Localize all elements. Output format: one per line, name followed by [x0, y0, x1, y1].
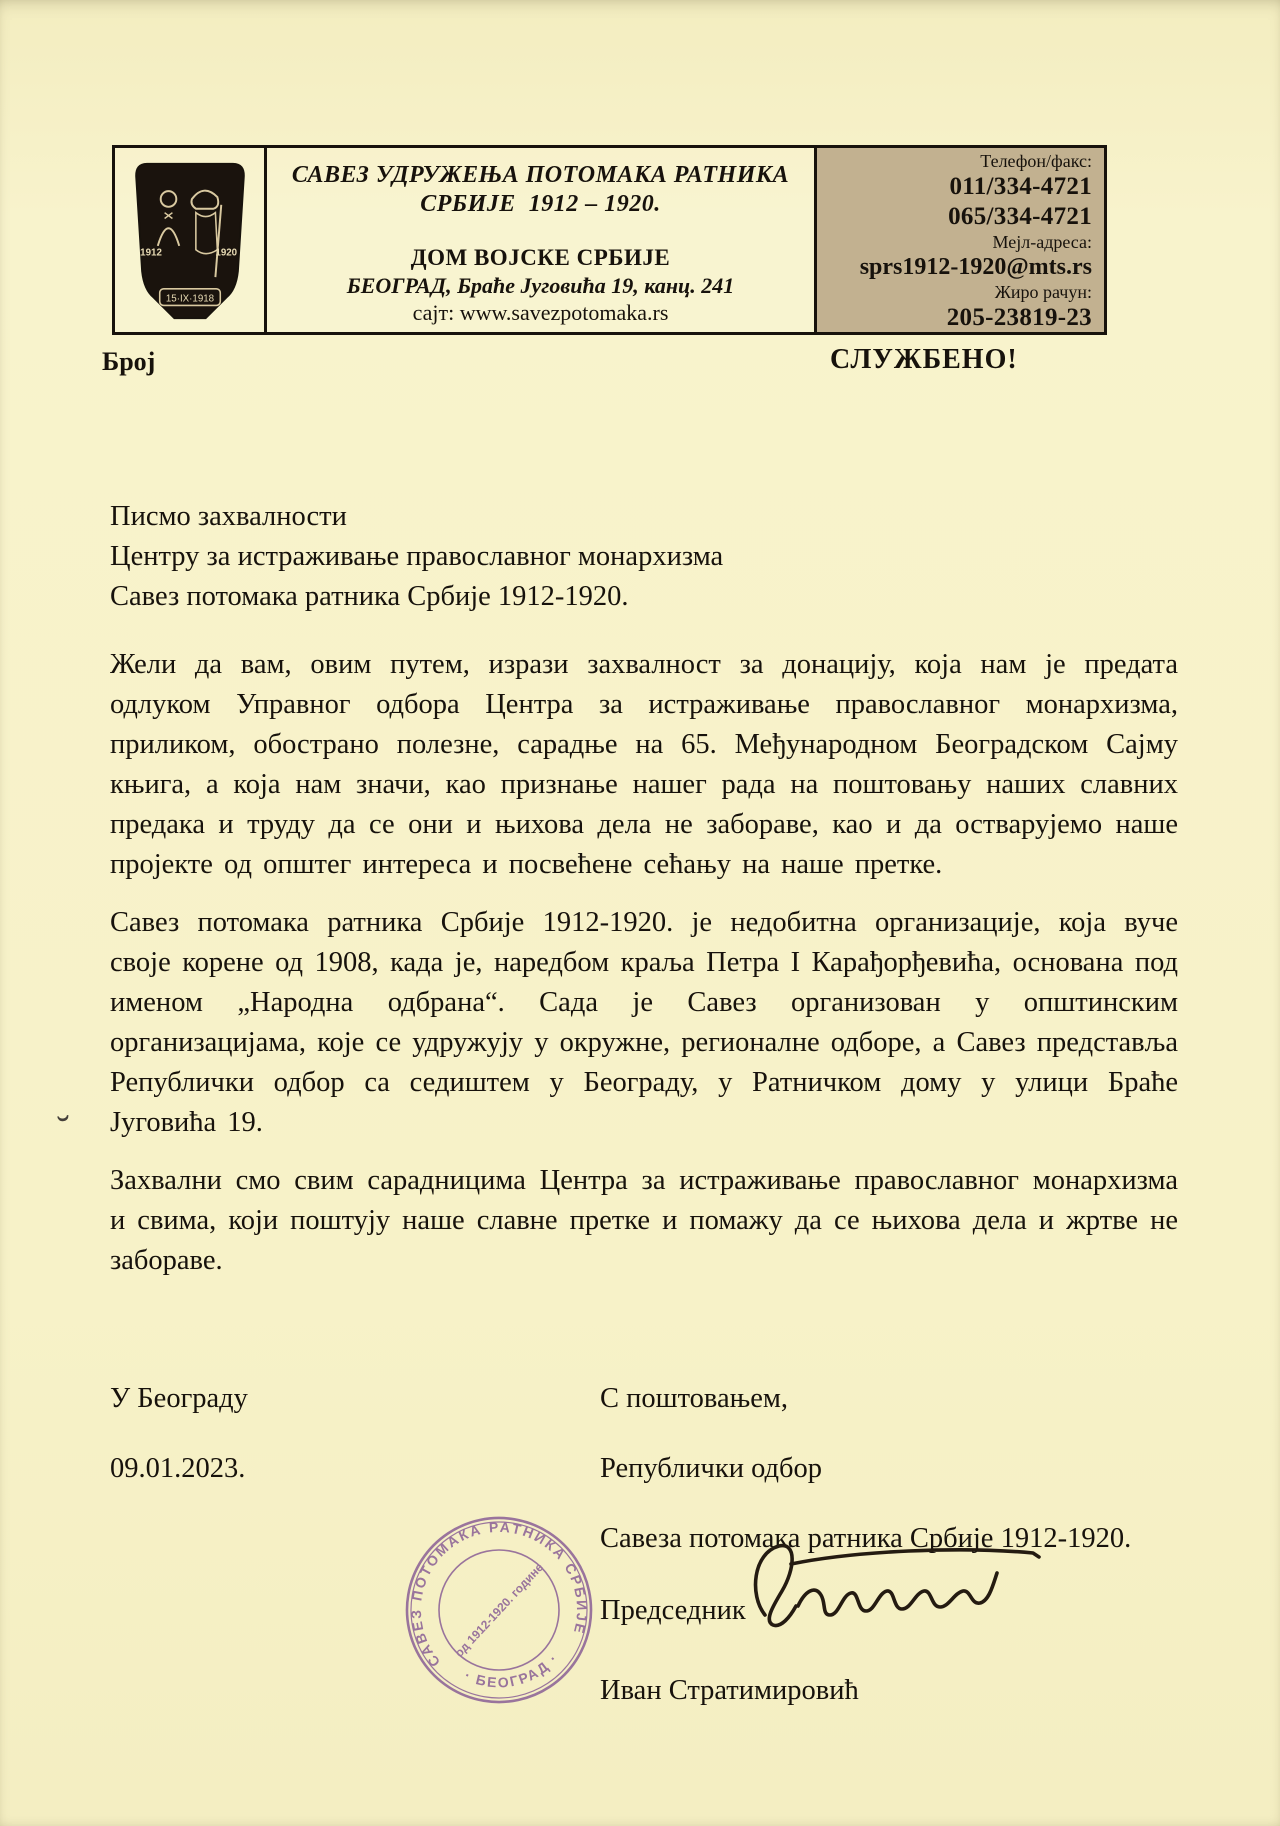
email-label: Мејл-адреса:	[992, 232, 1092, 252]
org-address: БЕОГРАД, Браће Југовића 19, канц. 241	[346, 273, 735, 298]
union-emblem	[131, 156, 249, 324]
signoff-organization: Савеза потомака ратника Србије 1912-1920.	[600, 1523, 1132, 1554]
official-round-stamp	[399, 1510, 599, 1710]
official-mark: СЛУЖБЕНО!	[830, 344, 1018, 375]
org-building: ДОМ ВОЈСКЕ СРБИЈЕ	[410, 245, 671, 270]
handwritten-pen-mark: ˘	[54, 1106, 75, 1153]
email-address: sprs1912-1920@mts.rs	[859, 254, 1092, 280]
logo-cell	[115, 148, 267, 332]
signoff-date: 09.01.2023.	[110, 1453, 246, 1484]
letter-body	[110, 497, 1178, 1281]
emblem-date-plate: 15·IX·1918	[165, 293, 214, 305]
letterhead	[112, 145, 1107, 335]
account-label: Жиро рачун:	[994, 282, 1092, 302]
letterhead-center	[267, 148, 814, 332]
signoff-name: Иван Стратимировић	[600, 1675, 859, 1706]
reference-number-label: Број	[102, 347, 156, 376]
signoff-committee: Републички одбор	[600, 1453, 823, 1484]
svg-text:САВЕЗ ПОТОМАКА РАТНИКА СРБИЈЕ	[399, 1510, 597, 1672]
letter-paragraph-2: Савез потомака ратника Србије 1912-1920. је недобитна организације, која вуче своје корене од 1908, када је, наредбом краља Петра I Карађорђевића, основана под именом „Народна одбрана“. Сада је Савез организован у општинским организацијама, које се удружују у окружне, регионалне одборе, а Савез представља Републички одбор са седиштем у Београду, у Ратничком дому у улици Браће Југовића 19.	[110, 907, 1178, 1138]
svg-text:· БЕОГРАД ·	[460, 1648, 566, 1700]
letter-paragraph-1: Жели да вам, овим путем, изрази захвалност за донацију, која нам је предата одлуком Управног одбора Центра за истраживање православног монархизма, приликом, обострано полезне, сарадње на 65. Међународном Београдском Сајму књига, а која нам значи, као признање нашег рада на поштовању наших славних предака и труду да се они и њихова дела не забораве, као и да остварујемо наше пројекте од општег интереса и посвећене сећању на наше претке.	[110, 649, 1178, 880]
org-name-line1: САВЕЗ УДРУЖЕЊА ПОТОМАКА РАТНИКА	[291, 162, 790, 188]
stamp-bottom-text: · БЕОГРАД ·	[462, 1649, 562, 1691]
org-name-line2: СРБИЈЕ 1912 – 1920.	[420, 191, 661, 217]
emblem-year-left: 1912	[139, 247, 162, 259]
emblem-year-right: 1920	[214, 247, 237, 259]
phone-label: Телефон/факс:	[980, 151, 1092, 171]
letterhead-contact-panel	[814, 148, 1104, 332]
stamp-center-text: од 1912-1920. године	[451, 1560, 547, 1660]
president-signature	[735, 1533, 1060, 1648]
account-number: 205-23819-23	[946, 304, 1092, 331]
letter-sender: Савез потомака ратника Србије 1912-1920.	[110, 581, 629, 612]
org-website: сајт: www.savezpotomaka.rs	[412, 300, 669, 325]
letter-subject: Писмо захвалности	[110, 501, 347, 532]
phone-number-1: 011/334-4721	[949, 173, 1092, 200]
signoff-place: У Београду	[110, 1383, 248, 1414]
signoff-closing: С поштовањем,	[600, 1383, 789, 1414]
stamp-ring-text: САВЕЗ ПОТОМАКА РАТНИКА СРБИЈЕ	[407, 1518, 591, 1671]
signoff-title: Председник	[600, 1595, 746, 1626]
phone-number-2: 065/334-4721	[948, 203, 1092, 230]
letter-recipient: Центру за истраживање православног монархизма	[110, 541, 724, 572]
letter-paragraph-3: Захвални смо свим сарадницима Центра за истраживање православног монархизма и свима, који поштују наше славне претке и помажу да се њихова дела и жртве не забораве.	[110, 1165, 1178, 1276]
